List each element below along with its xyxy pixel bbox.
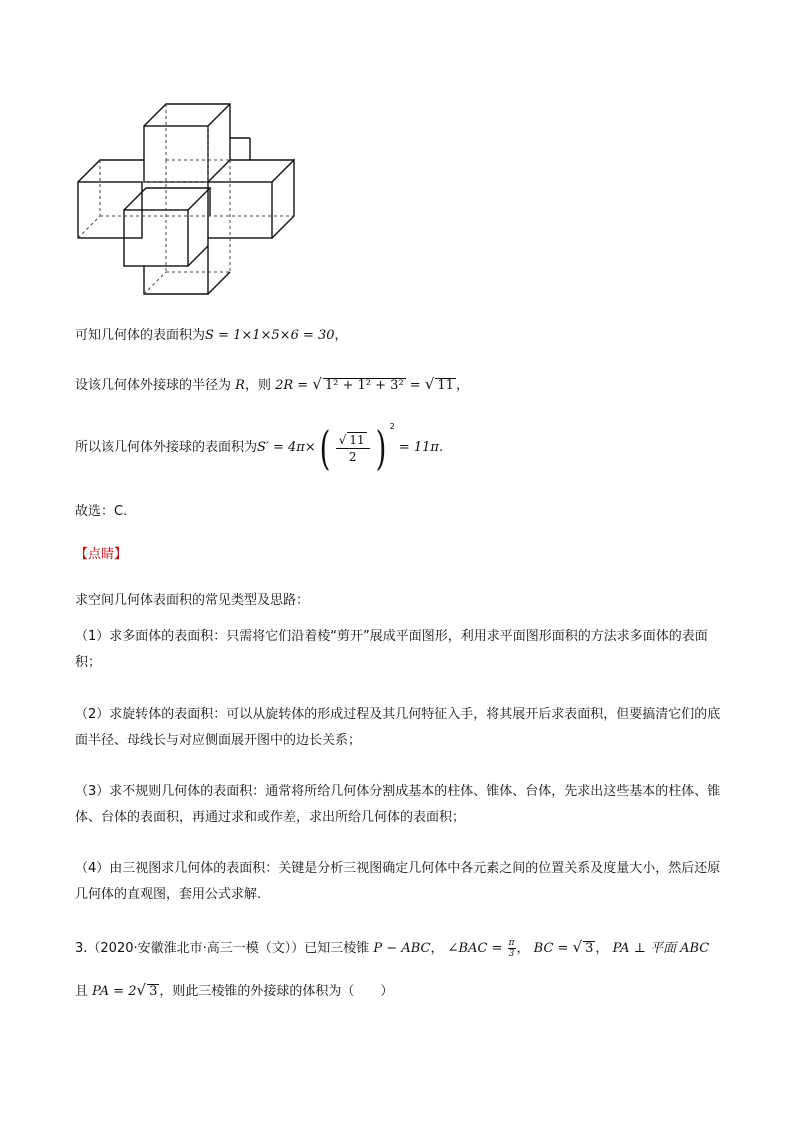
radius-value: 11	[437, 378, 454, 393]
radius-variable: R	[235, 378, 245, 393]
problem-3-line-2: 且 PA = 2√ 3 ，则此三棱锥的外接球的体积为（ ）	[75, 981, 394, 999]
angle-bac: ∠BAC =	[447, 941, 507, 956]
radius-line: 设该几何体外接球的半径为 R，则 2R = √ 1² + 1² + 3² = √ 11 ，	[75, 375, 469, 393]
surface-area-formula: S = 1×1×5×6 = 30	[205, 328, 335, 343]
radius-text: 设该几何体外接球的半径为	[75, 378, 232, 393]
angle-fraction: $\frac{\pi}{3}$	[508, 938, 515, 959]
sphere-fraction: $\frac{√ 11}{2}$	[336, 432, 370, 464]
sphere-area-line: 所以该几何体外接球的表面积为S′ = 4π×( $\frac{√ 11}{2}$ ) $^2$ = 11π.	[75, 420, 444, 475]
surface-area-text: 可知几何体的表面积为	[75, 328, 206, 343]
problem-3-line-1: 3.（2020·安徽淮北市·高三一模（文））已知三棱锥 P − ABC， ∠BAC = $\frac{\pi}{3}$ ， BC = √ 3 ， PA ⊥ 平面 ABC	[75, 938, 710, 959]
answer-line: 故选：C.	[75, 504, 128, 519]
pa-length: PA = 2	[92, 984, 137, 999]
radius-lhs: 2R =	[275, 378, 313, 393]
dianjing-item-3: （3）求不规则几何体的表面积：通常将所给几何体分割成基本的柱体、锥体、台体，先求出这些基本的柱体、锥体、台体的表面积，再通过求和或作差，求出所给几何体的表面积；	[75, 784, 721, 825]
problem-number: 3.	[75, 941, 88, 956]
dianjing-item-1: （1）求多面体的表面积：只需将它们沿着棱“剪开”展成平面图形，利用求平面图形面积的方法求多面体的表面积；	[75, 629, 708, 670]
pa-perpendicular: PA ⊥ 平面 ABC	[612, 941, 710, 956]
cube-cross-figure	[70, 96, 310, 301]
surface-area-line: 可知几何体的表面积为S = 1×1×5×6 = 30，	[75, 328, 348, 343]
sphere-area-text: 所以该几何体外接球的表面积为	[75, 440, 258, 455]
problem-source: （2020·安徽淮北市·高三一模（文））	[87, 941, 305, 956]
problem-question: ，则此三棱锥的外接球的体积为（ ）	[159, 984, 394, 999]
dianjing-intro: 求空间几何体表面积的常见类型及思路：	[75, 593, 310, 608]
dianjing-item-4: （4）由三视图求几何体的表面积：关键是分析三视图确定几何体中各元素之间的位置关系及度量大小，然后还原几何体的直观图，套用公式求解.	[75, 861, 721, 902]
bc-length: BC =	[533, 941, 573, 956]
pyramid-name: P − ABC	[373, 941, 431, 956]
dianjing-heading: 【点睛】	[75, 547, 128, 562]
sphere-area-lhs: S′ = 4π×	[257, 440, 316, 455]
radius-radicand: 1² + 1² + 3²	[324, 378, 404, 393]
sphere-area-rhs: = 11π.	[398, 440, 444, 455]
dianjing-item-2: （2）求旋转体的表面积：可以从旋转体的形成过程及其几何特征入手，将其展开后求表面积，但要搞清它们的底面半径、母线长与对应侧面展开图中的边长关系；	[75, 707, 721, 748]
